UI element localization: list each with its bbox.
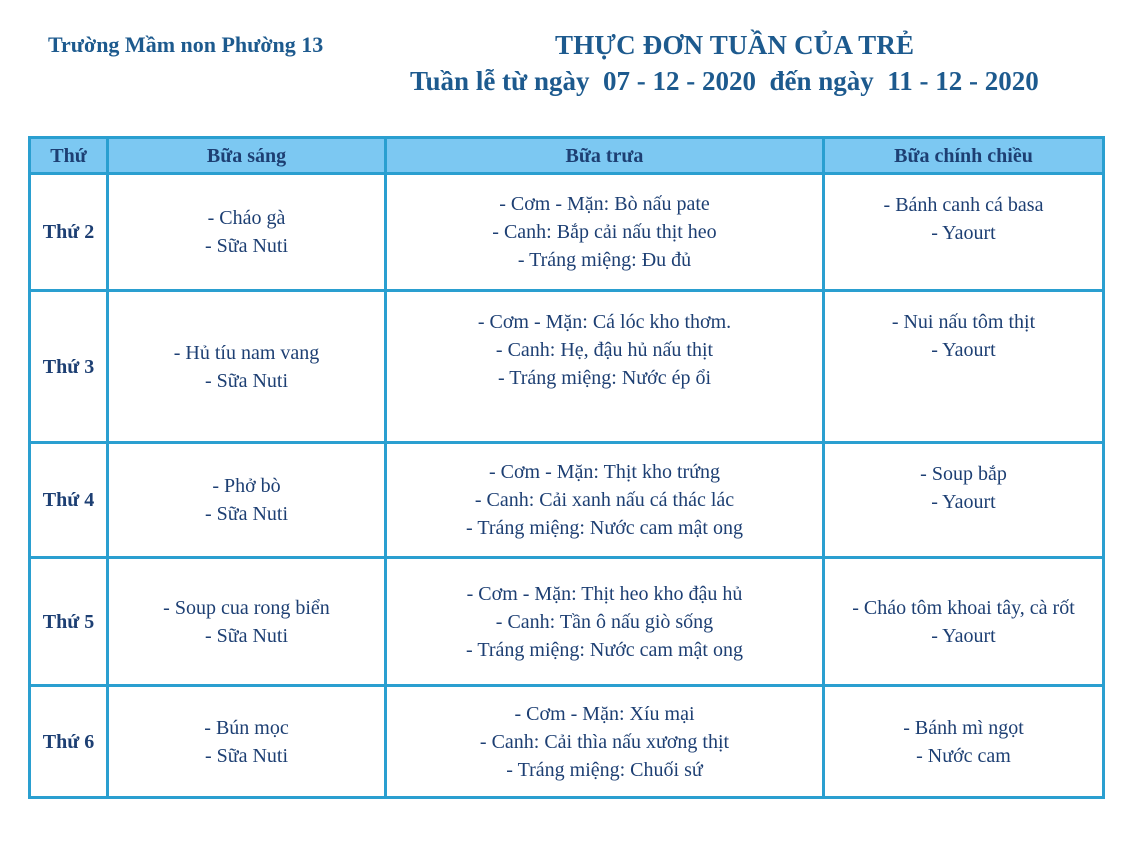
breakfast-cell: [108, 443, 386, 558]
school-name: Trường Mầm non Phường 13: [48, 32, 324, 57]
breakfast-cell: [108, 686, 386, 798]
menu-item: - Bánh canh cá basa: [883, 194, 1044, 216]
table-row: [30, 558, 1104, 686]
menu-item: - Canh: Cải xanh nấu cá thác lác: [474, 489, 735, 511]
menu-item: - Tráng miệng: Đu đủ: [517, 249, 692, 271]
menu-item: - Soup cua rong biển: [163, 596, 330, 619]
table-row: [30, 291, 1104, 443]
menu-title: THỰC ĐƠN TUẦN CỦA TRẺ: [555, 30, 915, 60]
table-row: [30, 174, 1104, 291]
menu-item: - Hủ tíu nam vang: [173, 341, 320, 364]
lunch-cell: [386, 443, 824, 558]
day-cell: Thứ 3: [30, 291, 108, 443]
menu-item: - Phở bò: [212, 475, 281, 497]
menu-item: - Yaourt: [931, 222, 996, 244]
column-header-breakfast: Bữa sáng: [108, 138, 386, 174]
day-cell: Thứ 4: [30, 443, 108, 558]
table-row: [30, 443, 1104, 558]
day-cell: Thứ 5: [30, 558, 108, 686]
menu-item: - Soup bắp: [920, 463, 1007, 485]
menu-item: - Cháo tôm khoai tây, cà rốt: [852, 596, 1075, 619]
weekly-menu-table: [28, 136, 1105, 799]
menu-item: - Canh: Hẹ, đậu hủ nấu thịt: [495, 339, 714, 361]
breakfast-cell: [108, 558, 386, 686]
column-header-afternoon: Bữa chính chiều: [824, 138, 1104, 174]
menu-item: - Yaourt: [931, 339, 996, 361]
menu-item: - Bún mọc: [204, 716, 289, 739]
menu-item: - Nui nấu tôm thịt: [891, 311, 1036, 333]
menu-item: - Cơm - Mặn: Xíu mại: [514, 702, 695, 725]
menu-item: - Canh: Tần ô nấu giò sống: [495, 610, 714, 633]
menu-item: - Sữa Nuti: [204, 744, 289, 767]
lunch-cell: [386, 558, 824, 686]
afternoon-cell: [824, 174, 1104, 291]
day-cell: Thứ 6: [30, 686, 108, 798]
menu-item: - Canh: Bắp cải nấu thịt heo: [492, 221, 717, 243]
menu-item: - Tráng miệng: Chuối sứ: [506, 758, 703, 781]
menu-item: - Bánh mì ngọt: [903, 716, 1024, 739]
column-header-lunch: Bữa trưa: [386, 138, 824, 174]
breakfast-cell: [108, 291, 386, 443]
menu-item: - Tráng miệng: Nước cam mật ong: [466, 638, 743, 661]
menu-item: - Yaourt: [931, 491, 996, 513]
afternoon-cell: [824, 443, 1104, 558]
afternoon-cell: [824, 558, 1104, 686]
menu-item: - Cơm - Mặn: Thịt heo kho đậu hủ: [466, 582, 743, 605]
menu-item: - Sữa Nuti: [204, 235, 289, 257]
menu-item: - Yaourt: [931, 624, 996, 647]
table-row: [30, 686, 1104, 798]
menu-item: - Tráng miệng: Nước ép ổi: [497, 367, 712, 389]
menu-item: - Sữa Nuti: [204, 503, 289, 525]
lunch-cell: [386, 686, 824, 798]
menu-item: - Cơm - Mặn: Cá lóc kho thơm.: [477, 311, 732, 333]
lunch-cell: [386, 291, 824, 443]
menu-item: - Sữa Nuti: [204, 624, 289, 647]
menu-item: - Nước cam: [916, 744, 1011, 767]
table-header-row: [30, 138, 1104, 174]
week-range: Tuần lễ từ ngày 07 - 12 - 2020 đến ngày 11 - 12 - 2020: [410, 66, 1039, 96]
column-header-day: Thứ: [30, 138, 108, 174]
breakfast-cell: [108, 174, 386, 291]
menu-item: - Sữa Nuti: [204, 369, 289, 392]
menu-item: - Canh: Cải thìa nấu xương thịt: [479, 730, 730, 753]
menu-item: - Cơm - Mặn: Thịt kho trứng: [488, 461, 721, 483]
menu-item: - Cơm - Mặn: Bò nấu pate: [499, 193, 710, 215]
afternoon-cell: [824, 291, 1104, 443]
menu-item: - Tráng miệng: Nước cam mật ong: [466, 517, 743, 539]
day-cell: Thứ 2: [30, 174, 108, 291]
lunch-cell: [386, 174, 824, 291]
afternoon-cell: [824, 686, 1104, 798]
menu-item: - Cháo gà: [207, 207, 286, 229]
